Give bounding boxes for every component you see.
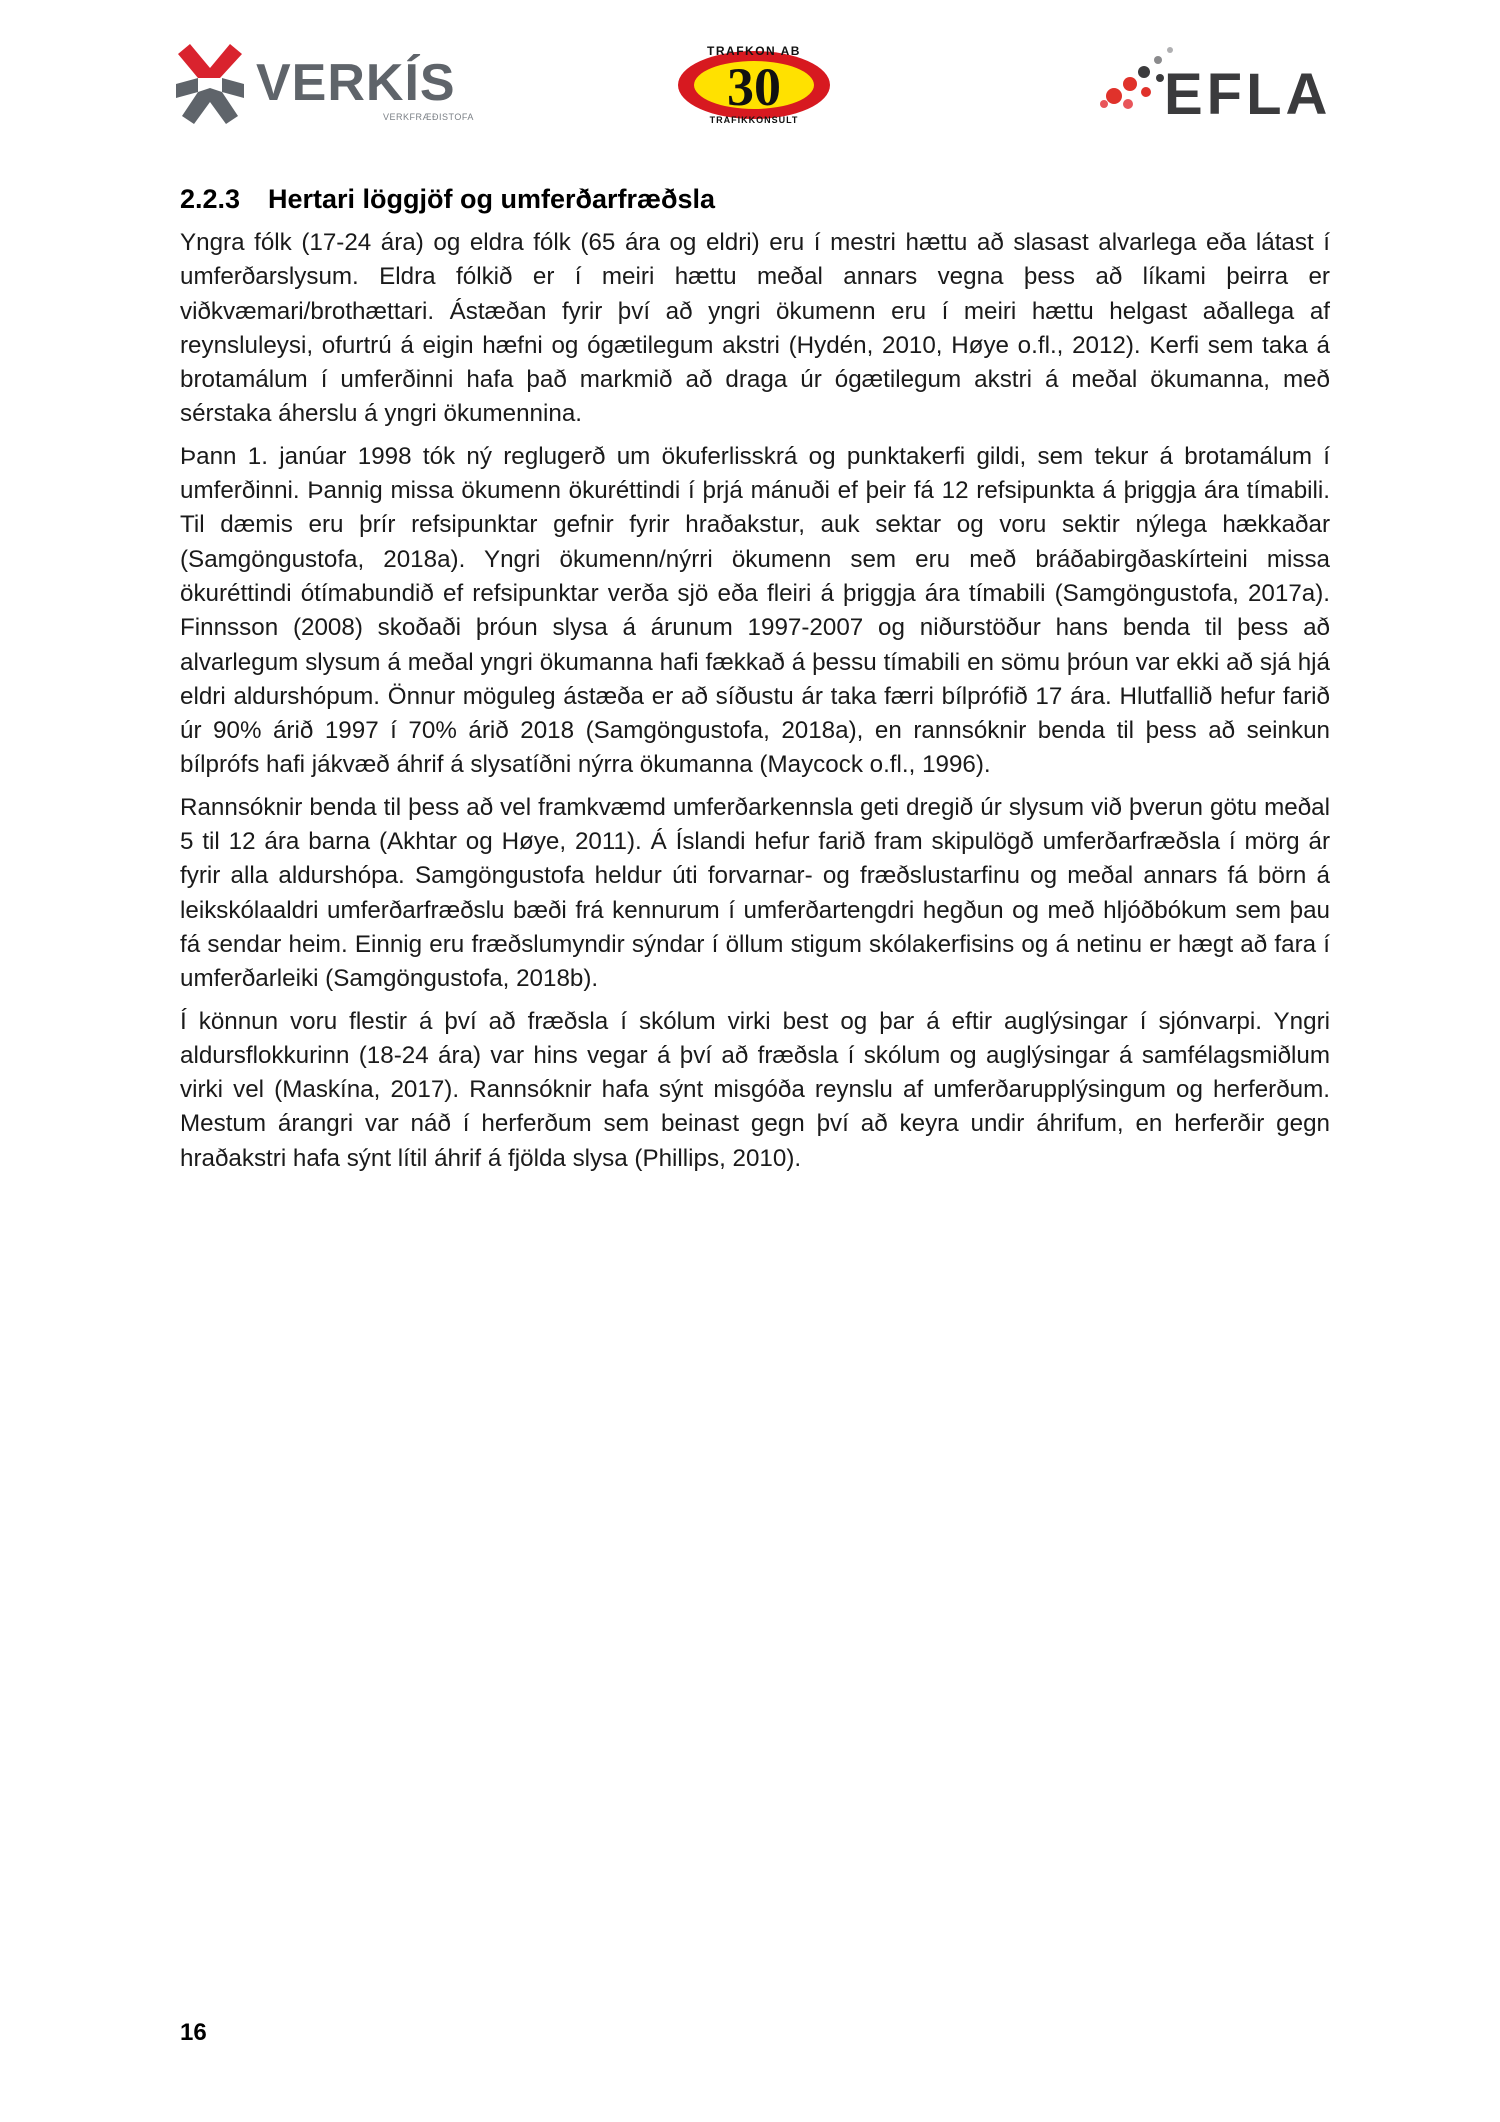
efla-wordmark: EFLA <box>1164 62 1332 120</box>
section-title: Hertari löggjöf og umferðarfræðsla <box>268 184 716 214</box>
verkis-logo <box>176 44 476 126</box>
paragraph-1: Yngra fólk (17-24 ára) og eldra fólk (65 ára og eldri) eru í mestri hættu að slasast alvarlega eða látast í umferðarslysum. Eldra fólkið er í meiri hættu meðal annars vegna þess að líkami þeirra er viðkvæmari/brothættari. Ástæðan fyrir því að yngri ökumenn eru í meiri hættu helgast aðallega af reynsluleysi, ofurtrú á eigin hæfni og ógætilegum akstri (Hydén, 2010, Høye o.fl., 2012). Kerfi sem taka á brotamálum í umferðinni hafa það markmið að draga úr ógætilegum akstri á meðal ökumanna, með sérstaka áherslu á yngri ökumennina. <box>180 229 1330 428</box>
paragraph-3: Rannsóknir benda til þess að vel framkvæmd umferðarkennsla geti dregið úr slysum við þverun götu meðal 5 til 12 ára barna (Akhtar og Høye, 2011). Á Íslandi hefur farið fram skipulögð umferðarfræðsla í mörg ár fyrir alla aldurshópa. Samgöngustofa heldur úti forvarnar- og fræðslustarfinu og meðal annars fá börn á leikskólaaldri umferðarfræðslu bæði frá kennurum í umferðartengdri hegðun og með hljóðbókum sem þau fá sendar heim. Einnig eru fræðslumyndir sýndar í öllum stigum skólakerfisins og á netinu er hægt að fara í umferðarleiki (Samgöngustofa, 2018b). <box>180 793 1330 993</box>
page-header <box>0 0 1500 150</box>
verkis-subtitle: VERKFRÆÐISTOFA <box>383 112 474 122</box>
efla-dots-icon <box>1100 47 1173 109</box>
section-heading <box>180 180 1330 218</box>
section-number: 2.2.3 <box>180 184 241 214</box>
document-body <box>180 180 1330 1184</box>
trafkon-subtitle: TRAFIKKONSULT <box>709 115 799 125</box>
trafkon-number: 30 <box>727 57 781 117</box>
paragraph-4: Í könnun voru flestir á því að fræðsla í skólum virki best og þar á eftir auglýsingar í sjónvarpi. Yngri aldursflokkurinn (18-24 ára) var hins vegar á því að fræðsla í skólum og auglýsingar á samfélagsmiðlum virki vel (Maskína, 2017). Rannsóknir hafa sýnt misgóða reynslu af umferðarupplýsingum og herferðum. Mestum árangri var náð í herferðum sem beinast gegn því að keyra undir áhrifum, en herferðir gegn hraðakstri hafa sýnt lítil áhrif á fjölda slysa (Phillips, 2010). <box>180 1007 1330 1172</box>
trafkon-name: TRAFKON AB <box>707 44 801 58</box>
paragraph-2: Þann 1. janúar 1998 tók ný reglugerð um ökuferlisskrá og punktakerfi gildi, sem tekur á brotamálum í umferðinni. Þannig missa ökumenn ökuréttindi í þrjá mánuði ef þeir fá 12 refsipunkta á þriggja ára tímabili. Til dæmis eru þrír refsipunktar gefnir fyrir hraðakstur, auk sektar og voru sektir nýlega hækkaðar (Samgöngustofa, 2018a). Yngri ökumenn/nýrri ökumenn sem eru með bráðabirgðaskírteini missa ökuréttindi ótímabundið ef refsipunktar verða sjö eða fleiri á þriggja ára tímabili (Samgöngustofa, 2017a). Finnsson (2008) skoðaði þróun slysa á árunum 1997-2007 og niðurstöður hans benda til þess að alvarlegum slysum á meðal yngri ökumanna hafi fækkað á þessu tímabili en sömu þróun var ekki að sjá hjá eldri aldurshópum. Önnur möguleg ástæða er að síðustu ár taka færri bílprófið 17 ára. Hlutfallið hefur farið úr 90% árið 1997 í 70% árið 2018 (Samgöngustofa, 2018a), en rannsóknir benda til þess að seinkun bílprófs hafi jákvæð áhrif á slysatíðni nýrra ökumanna (Maycock o.fl., 1996). <box>180 442 1330 779</box>
efla-logo <box>1096 38 1336 120</box>
trafkon-logo <box>677 42 831 128</box>
verkis-emblem-icon <box>176 44 244 124</box>
verkis-wordmark: VERKÍS <box>256 54 456 112</box>
page-number: 16 <box>180 2019 207 2046</box>
